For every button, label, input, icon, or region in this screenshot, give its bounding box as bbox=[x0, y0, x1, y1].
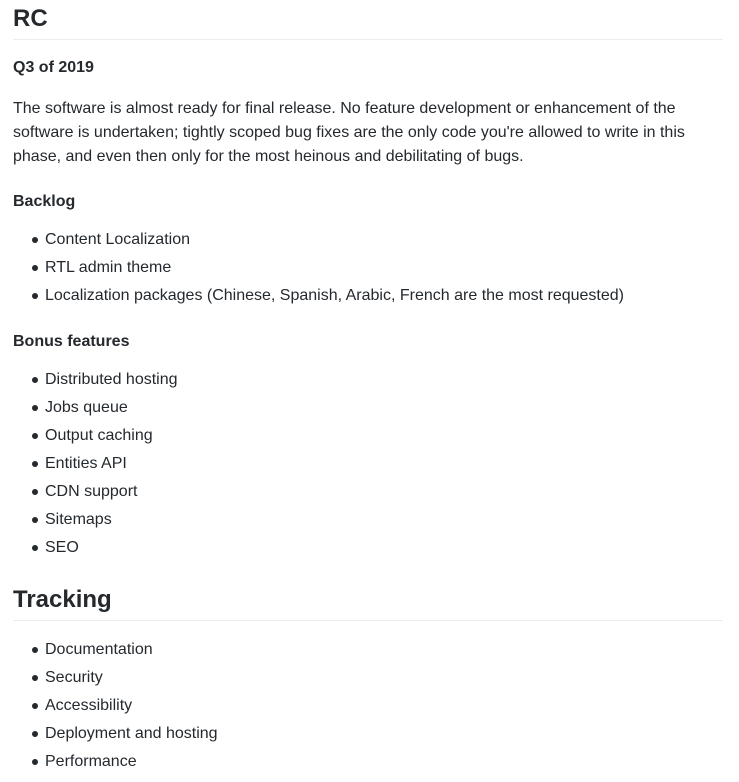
list-item bbox=[13, 508, 723, 536]
backlog-item-label: RTL admin theme bbox=[45, 259, 172, 276]
tracking-heading: Tracking bbox=[13, 583, 723, 621]
bonus-item-label: Entities API bbox=[45, 455, 127, 472]
bullet-icon bbox=[32, 433, 38, 439]
list-item bbox=[13, 638, 723, 666]
list-item bbox=[13, 396, 723, 424]
bonus-item-label: Distributed hosting bbox=[45, 371, 178, 388]
bullet-icon bbox=[32, 703, 38, 709]
tracking-item-label: Performance bbox=[45, 753, 137, 770]
rc-quarter-heading: Q3 of 2019 bbox=[13, 59, 94, 76]
list-item bbox=[13, 722, 723, 750]
tracking-list bbox=[13, 638, 723, 778]
backlog-item-label: Localization packages (Chinese, Spanish, Arabic, French are the most requested) bbox=[45, 287, 624, 304]
bonus-item-label: Output caching bbox=[45, 427, 153, 444]
bullet-icon bbox=[32, 461, 38, 467]
list-item bbox=[13, 694, 723, 722]
list-item bbox=[13, 536, 723, 564]
tracking-item-label: Documentation bbox=[45, 641, 153, 658]
bullet-icon bbox=[32, 545, 38, 551]
rc-heading: RC bbox=[13, 0, 723, 40]
bullet-icon bbox=[32, 293, 38, 299]
backlog-heading: Backlog bbox=[13, 193, 76, 210]
list-item bbox=[13, 424, 723, 452]
bullet-icon bbox=[32, 377, 38, 383]
bullet-icon bbox=[32, 647, 38, 653]
bullet-icon bbox=[32, 517, 38, 523]
list-item bbox=[13, 452, 723, 480]
rc-description: The software is almost ready for final release. No feature development or enhancement of the software is undertaken; tightly scoped bug fixes are the only code you're allowed to write in this phase, and even then only for the most heinous and debilitating of bugs. bbox=[13, 100, 685, 165]
backlog-item-label: Content Localization bbox=[45, 231, 190, 248]
bonus-item-label: SEO bbox=[45, 539, 79, 556]
list-item bbox=[13, 228, 723, 256]
list-item bbox=[13, 480, 723, 508]
list-item bbox=[13, 284, 723, 312]
bonus-item-label: Sitemaps bbox=[45, 511, 112, 528]
list-item bbox=[13, 666, 723, 694]
tracking-item-label: Deployment and hosting bbox=[45, 725, 218, 742]
bullet-icon bbox=[32, 405, 38, 411]
tracking-item-label: Security bbox=[45, 669, 103, 686]
tracking-item-label: Accessibility bbox=[45, 697, 133, 714]
list-item bbox=[13, 750, 723, 778]
backlog-list bbox=[13, 228, 723, 312]
bullet-icon bbox=[32, 489, 38, 495]
bullet-icon bbox=[32, 731, 38, 737]
bonus-item-label: Jobs queue bbox=[45, 399, 128, 416]
bullet-icon bbox=[32, 675, 38, 681]
bullet-icon bbox=[32, 237, 38, 243]
bonus-features-heading: Bonus features bbox=[13, 333, 130, 350]
bullet-icon bbox=[32, 759, 38, 765]
list-item bbox=[13, 368, 723, 396]
bonus-features-list bbox=[13, 368, 723, 564]
bonus-item-label: CDN support bbox=[45, 483, 138, 500]
bullet-icon bbox=[32, 265, 38, 271]
list-item bbox=[13, 256, 723, 284]
